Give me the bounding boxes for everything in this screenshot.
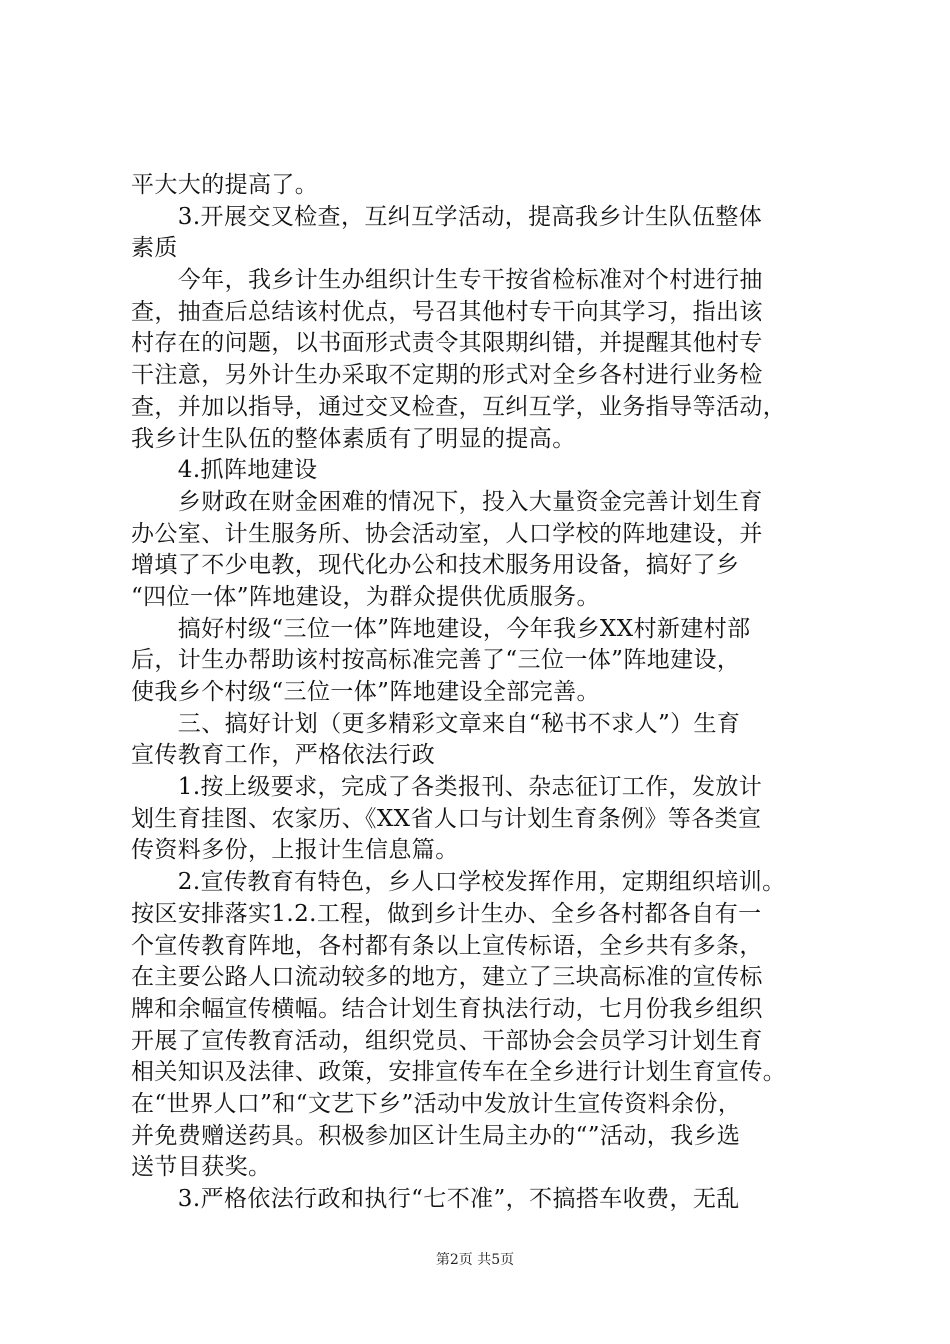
text-line: 在主要公路人口流动较多的地方，建立了三块高标准的宣传标 bbox=[131, 964, 763, 991]
text-line: 使我乡个村级“三位一体”阵地建设全部完善。 bbox=[131, 679, 600, 705]
page-number-footer: 第2页 共5页 bbox=[435, 1252, 515, 1268]
text-line: 查，并加以指导，通过交叉检查，互纠互学，业务指导等活动， bbox=[131, 393, 787, 420]
text-line: 开展了宣传教育活动，组织党员、干部协会会员学习计划生育 bbox=[131, 1027, 763, 1054]
text-line: “四位一体”阵地建设，为群众提供优质服务。 bbox=[131, 583, 600, 610]
text-line: 我乡计生队伍的整体素质有了明显的提高。 bbox=[131, 425, 576, 452]
text-line: 个宣传教育阵地，各村都有条以上宣传标语，全乡共有多条， bbox=[131, 932, 763, 959]
text-line: 宣传教育工作，严格依法行政 bbox=[131, 742, 436, 769]
text-line: 送节目获奖。 bbox=[131, 1154, 272, 1181]
text-line: 1.按上级要求，完成了各类报刊、杂志征订工作，发放计 bbox=[131, 774, 763, 801]
text-line: 按区安排落实1.2.工程，做到乡计生办、全乡各村都各自有一 bbox=[131, 900, 762, 927]
text-line: 乡财政在财金困难的情况下，投入大量资金完善计划生育 bbox=[131, 488, 763, 515]
text-line: 传资料多份，上报计生信息篇。 bbox=[131, 837, 459, 864]
text-line: 办公室、计生服务所、协会活动室，人口学校的阵地建设，并 bbox=[131, 520, 763, 547]
text-line: 划生育挂图、农家历、《XX省人口与计划生育条例》等各类宣 bbox=[131, 805, 762, 832]
text-line: 干注意，另外计生办采取不定期的形式对全乡各村进行业务检 bbox=[131, 362, 763, 389]
text-line: 增填了不少电教，现代化办公和技术服务用设备，搞好了乡 bbox=[131, 552, 740, 579]
text-line: 后，计生办帮助该村按高标准完善了“三位一体”阵地建设， bbox=[131, 647, 741, 674]
text-line: 搞好村级“三位一体”阵地建设，今年我乡XX村新建村部 bbox=[131, 615, 751, 642]
text-line: 并免费赠送药具。积极参加区计生局主办的“”活动，我乡选 bbox=[131, 1122, 741, 1149]
text-line: 相关知识及法律、政策，安排宣传车在全乡进行计划生育宣传。 bbox=[131, 1059, 787, 1086]
text-line: 查，抽查后总结该村优点，号召其他村专干向其学习，指出该 bbox=[131, 298, 763, 325]
text-line: 4.抓阵地建设 bbox=[131, 457, 318, 484]
text-line: 3.开展交叉检查，互纠互学活动，提高我乡计生队伍整体 bbox=[131, 203, 763, 230]
text-line: 3.严格依法行政和执行“七不准”，不搞搭车收费，无乱 bbox=[131, 1186, 740, 1212]
text-line: 三、搞好计划（更多精彩文章来自“秘书不求人”）生育 bbox=[131, 710, 741, 737]
text-line: 在“世界人口”和“文艺下乡”活动中发放计生宣传资料余份， bbox=[131, 1090, 742, 1117]
text-line: 素质 bbox=[131, 235, 178, 262]
document-body bbox=[131, 170, 831, 1216]
text-line: 牌和余幅宣传横幅。结合计划生育执法行动，七月份我乡组织 bbox=[131, 995, 763, 1022]
text-line: 2.宣传教育有特色，乡人口学校发挥作用，定期组织培训。 bbox=[131, 869, 786, 896]
text-line: 今年，我乡计生办组织计生专干按省检标准对个村进行抽 bbox=[131, 267, 763, 294]
text-line: 平大大的提高了。 bbox=[131, 172, 319, 198]
text-line: 村存在的问题，以书面形式责令其限期纠错，并提醒其他村专 bbox=[131, 330, 763, 357]
